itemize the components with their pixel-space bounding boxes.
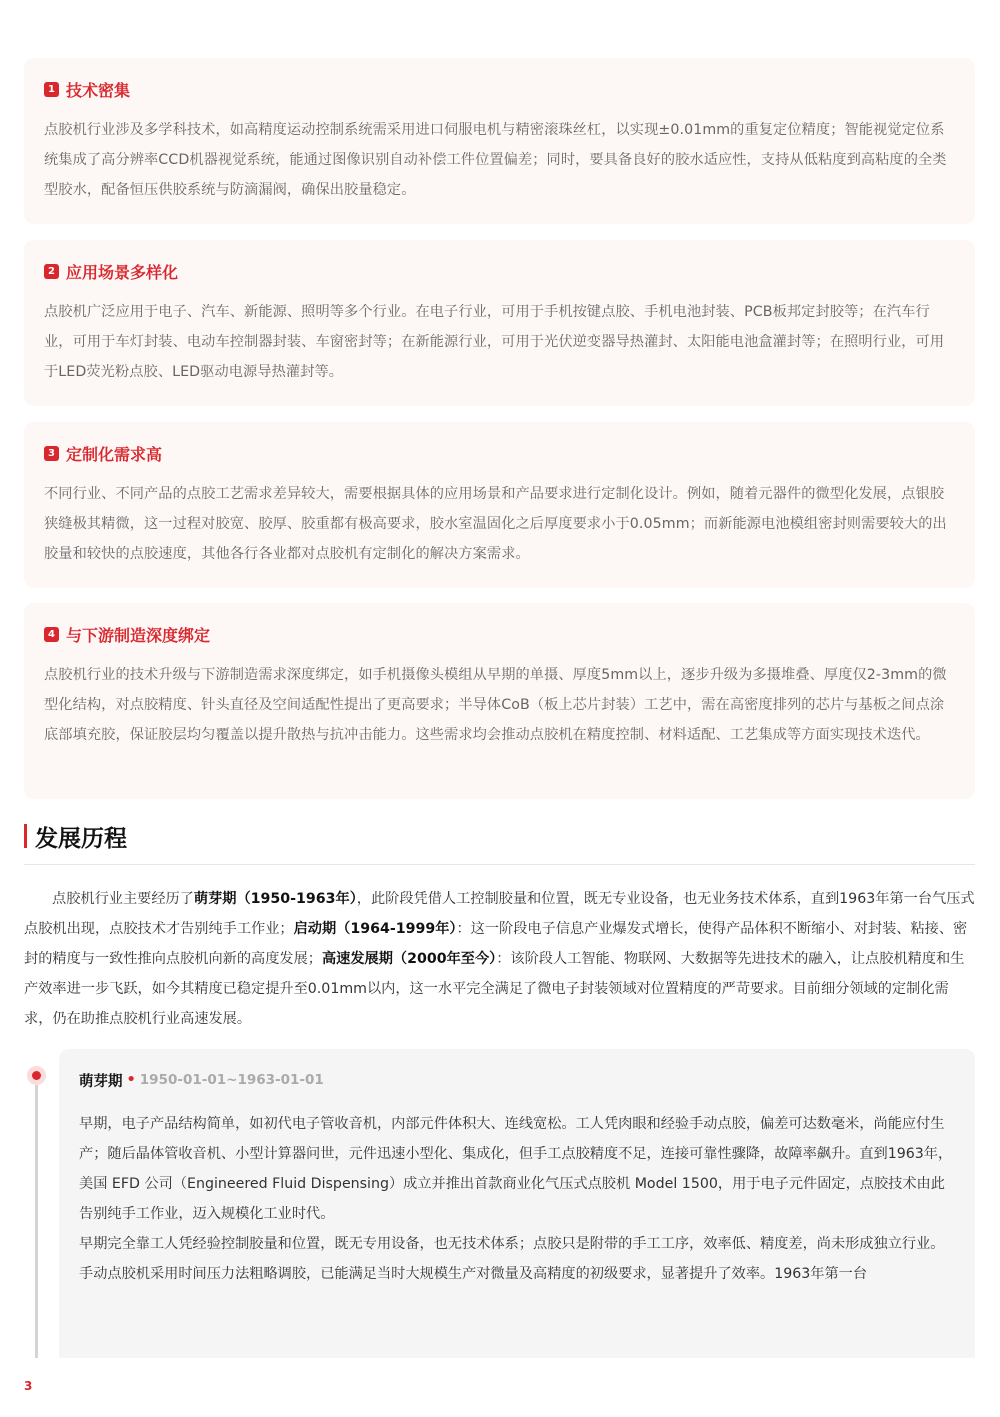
number-badge: 1	[44, 82, 59, 97]
phase-separator: •	[126, 1072, 136, 1088]
intro-text: ：该阶段人工智能、物联网、大数据等先进技术的融入，让点胶机精度和生产效率进一步飞跃，如今其精度已稳定提升至0.01mm以内，这一水平完全满足了微电子封装领域对位置精度的严苛要求。目前细分领域的定制化需求，仍在助推点胶机行业高速发展。	[24, 951, 965, 1027]
feature-card-4	[24, 603, 975, 799]
phase-name: 萌芽期	[79, 1073, 123, 1090]
timeline-line	[35, 1082, 38, 1358]
card-header	[44, 623, 955, 645]
number-badge: 3	[44, 446, 59, 461]
timeline-phase-card	[59, 1049, 975, 1358]
card-title: 应用场景多样化	[66, 262, 179, 282]
card-title: 技术密集	[66, 80, 131, 100]
number-badge: 4	[44, 627, 59, 642]
phase-paragraph: 早期，电子产品结构简单，如初代电子管收音机，内部元件体积大、连线宽松。工人凭肉眼和经验手动点胶，偏差可达数毫米，尚能应付生产；随后晶体管收音机、小型计算器问世，元件迅速小型化、集成化，但手工点胶精度不足，连接可靠性骤降，故障率飙升。直到1963年，美国 EFD 公司（Engineered Fluid Dispensing）成立并推出首款商业化气压式点胶机 Model 1500，用于电子元件固定，点胶技术由此告别纯手工作业，迈入规模化工业时代。	[79, 1116, 953, 1222]
timeline-dot-center	[32, 1071, 41, 1080]
card-header	[44, 78, 955, 100]
card-title: 与下游制造深度绑定	[66, 625, 211, 645]
phase-date-range: 1950-01-01~1963-01-01	[139, 1072, 324, 1088]
feature-card-1	[24, 58, 975, 224]
section-divider	[24, 864, 975, 865]
intro-text: ：这一阶段电子信息产业爆发式增长，使得产品体积不断缩小、对封装、粘接、密封的精度与一致性推向点胶机向新的高度发展；	[24, 921, 968, 967]
feature-card-2	[24, 240, 975, 406]
card-header	[44, 260, 955, 282]
timeline-dot-icon	[27, 1066, 46, 1085]
intro-text: 点胶机行业主要经历了	[52, 891, 194, 907]
section-title: 发展历程	[35, 825, 127, 852]
intro-phase-emphasis: 萌芽期（1950-1963年）	[193, 891, 357, 907]
card-body: 点胶机行业的技术升级与下游制造需求深度绑定，如手机摄像头模组从早期的单摄、厚度5mm以上，逐步升级为多摄堆叠、厚度仅2-3mm的微型化结构，对点胶精度、针头直径及空间适配性提出了更高要求；半导体CoB（板上芯片封装）工艺中，需在高密度排列的芯片与基板之间点涂底部填充胶，保证胶层均匀覆盖以提升散热与抗冲击能力。这些需求均会推动点胶机在精度控制、材料适配、工艺集成等方面实现技术迭代。	[44, 667, 947, 743]
phase-paragraph: 早期完全靠工人凭经验控制胶量和位置，既无专用设备，也无技术体系；点胶只是附带的手工工序，效率低、精度差，尚未形成独立行业。手动点胶机采用时间压力法粗略调胶，已能满足当时大规模生产对微量及高精度的初级要求，显著提升了效率。1963年第一台	[79, 1236, 945, 1282]
card-title: 定制化需求高	[66, 444, 163, 464]
intro-phase-emphasis: 启动期（1964-1999年）	[293, 921, 457, 937]
section-heading	[24, 820, 127, 852]
card-body: 点胶机行业涉及多学科技术，如高精度运动控制系统需采用进口伺服电机与精密滚珠丝杠，以实现±0.01mm的重复定位精度；智能视觉定位系统集成了高分辨率CCD机器视觉系统，能通过图像识别自动补偿工件位置偏差；同时，要具备良好的胶水适应性，支持从低粘度到高粘度的全类型胶水，配备恒压供胶系统与防滴漏阀，确保出胶量稳定。	[44, 122, 947, 198]
intro-paragraph	[24, 884, 975, 1034]
phase-body	[79, 1109, 955, 1289]
card-body: 点胶机广泛应用于电子、汽车、新能源、照明等多个行业。在电子行业，可用于手机按键点胶、手机电池封装、PCB板邦定封胶等；在汽车行业，可用于车灯封装、电动车控制器封装、车窗密封等；在新能源行业，可用于光伏逆变器导热灌封、太阳能电池盒灌封等；在照明行业，可用于LED荧光粉点胶、LED驱动电源导热灌封等。	[44, 304, 945, 380]
card-header	[44, 442, 955, 464]
section-accent-bar	[24, 824, 27, 848]
intro-phase-emphasis: 高速发展期（2000年至今）	[321, 951, 497, 967]
intro-text: ，此阶段凭借人工控制胶量和位置，既无专业设备，也无业务技术体系，直到1963年第一台气压式点胶机出现，点胶技术才告别纯手工作业；	[24, 891, 975, 937]
number-badge: 2	[44, 264, 59, 279]
feature-card-3	[24, 422, 975, 588]
page-number: 3	[24, 1379, 33, 1393]
card-body: 不同行业、不同产品的点胶工艺需求差异较大，需要根据具体的应用场景和产品要求进行定制化设计。例如，随着元器件的微型化发展，点银胶狭缝极其精微，这一过程对胶宽、胶厚、胶重都有极高要求，胶水室温固化之后厚度要求小于0.05mm；而新能源电池模组密封则需要较大的出胶量和较快的点胶速度，其他各行各业都对点胶机有定制化的解决方案需求。	[44, 486, 947, 562]
phase-header	[79, 1069, 955, 1091]
